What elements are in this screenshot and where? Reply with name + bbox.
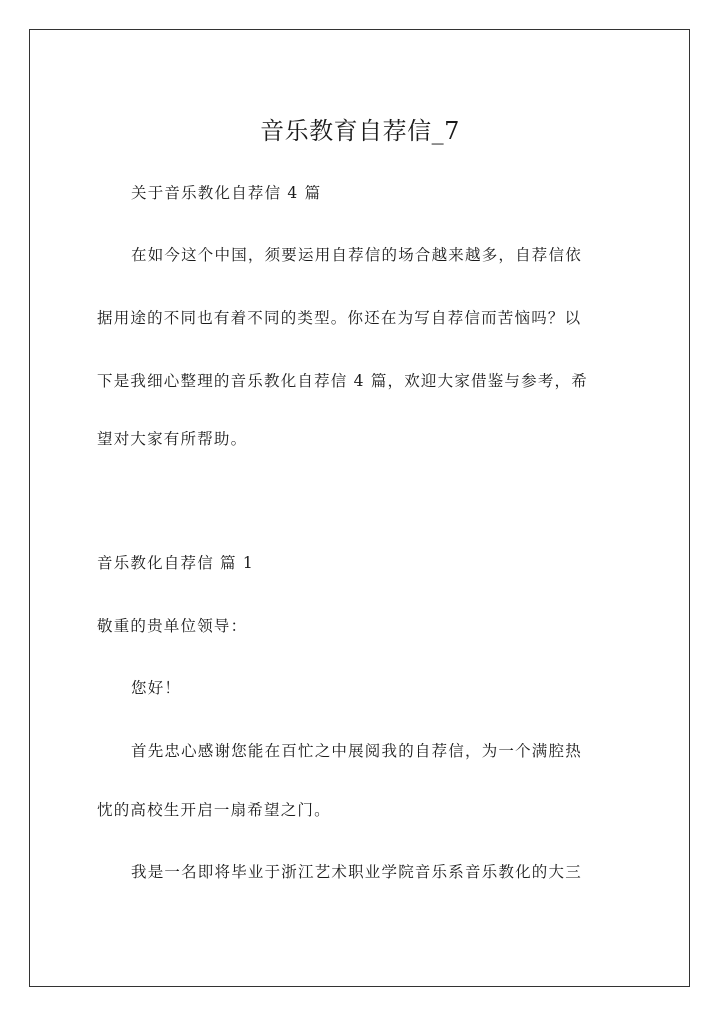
intro-line-4: 望对大家有所帮助。 [97,430,248,448]
salutation: 敬重的贵单位领导： [97,617,248,635]
greeting: 您好！ [131,679,182,697]
intro-line-2: 据用途的不同也有着不同的类型。你还在为写自荐信而苦恼吗？以 [97,309,582,327]
intro-line-3: 下是我细心整理的音乐教化自荐信 4 篇，欢迎大家借鉴与参考，希 [97,372,588,390]
paragraph-2-line-1: 我是一名即将毕业于浙江艺术职业学院音乐系音乐教化的大三 [131,863,582,881]
section-heading: 音乐教化自荐信 篇 1 [97,554,254,572]
paragraph-1-line-2: 忱的高校生开启一扇希望之门。 [97,801,331,819]
intro-line-1: 在如今这个中国，须要运用自荐信的场合越来越多，自荐信依 [131,246,582,264]
document-subtitle: 关于音乐教化自荐信 4 篇 [131,184,322,202]
paragraph-1-line-1: 首先忠心感谢您能在百忙之中展阅我的自荐信，为一个满腔热 [131,742,582,760]
document-title: 音乐教育自荐信_7 [260,117,460,145]
page-border [29,29,690,987]
